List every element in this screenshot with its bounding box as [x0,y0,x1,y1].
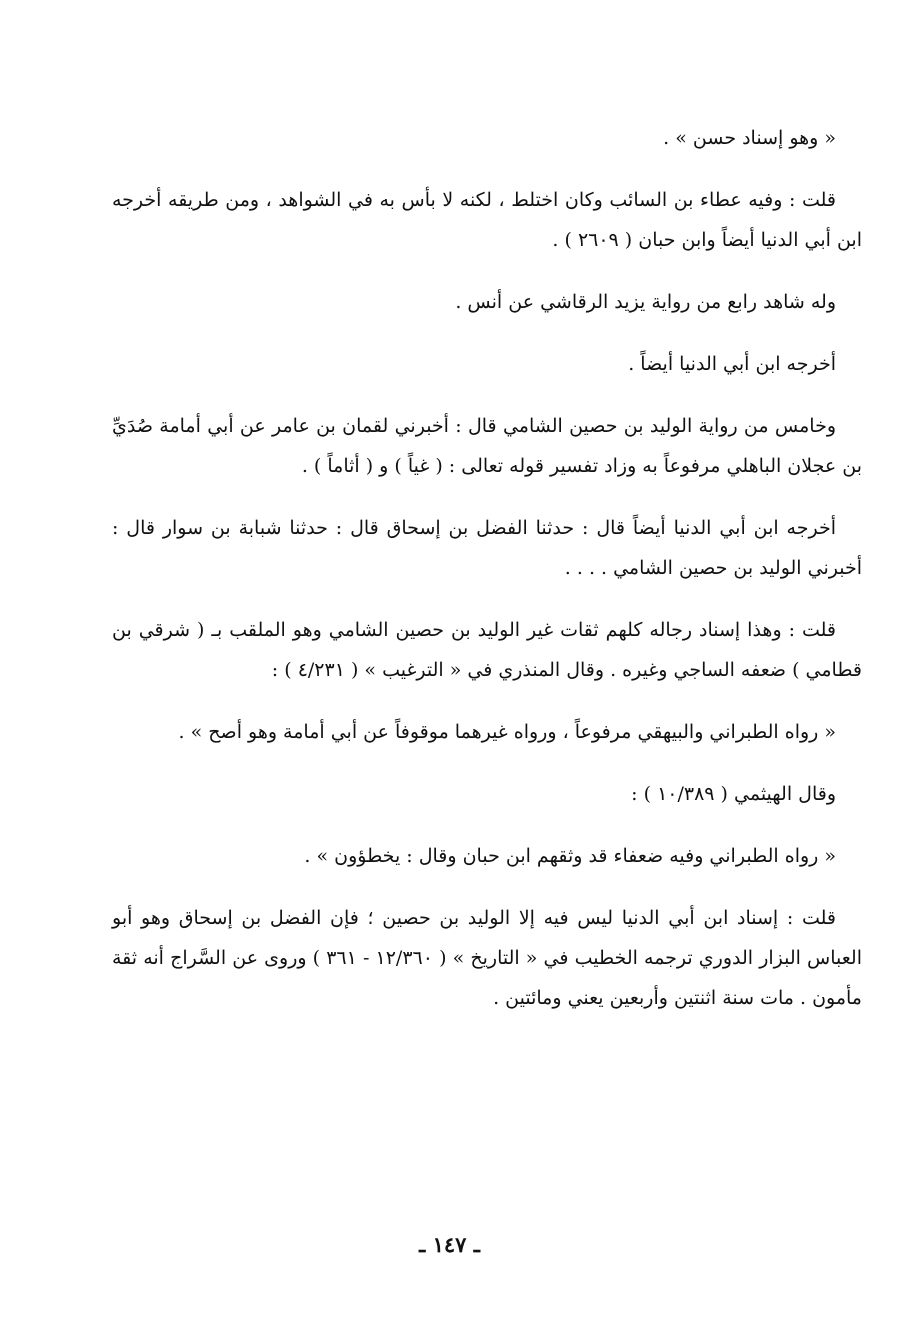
paragraph-quote-hasan: « وهو إسناد حسن » . [663,127,836,149]
paragraph-tabarani-quote: « رواه الطبراني والبيهقي مرفوعاً ، ورواه غيرهما موقوفاً عن أبي أمامة وهو أصح » . [178,721,836,743]
paragraph-isnad-critique: قلت : وهذا إسناد رجاله كلهم ثقات غير الوليد بن حصين الشامي وهو الملقب بـ ( شرقي بن قطامي ) ضعفه الساجي وغيره . وقال المنذري في « الترغيب » ( ٤/٢٣١ ) : [112,619,862,681]
paragraph-fifth-witness: وخامس من رواية الوليد بن حصين الشامي قال : أخبرني لقمان بن عامر عن أبي أمامة صُدَيِّ بن عجلان الباهلي مرفوعاً به وزاد تفسير قوله تعالى : ( غياً ) و ( أثاماً ) . [112,415,862,477]
paragraph-isnad-chain: أخرجه ابن أبي الدنيا أيضاً قال : حدثنا الفضل بن إسحاق قال : حدثنا شبابة بن سوار قال : أخبرني الوليد بن حصين الشامي . . . . [112,517,862,579]
paragraph-haythami-quote: « رواه الطبراني وفيه ضعفاء قد وثقهم ابن حبان وقال : يخطؤون » . [304,845,836,867]
paragraph-fourth-witness: وله شاهد رابع من رواية يزيد الرقاشي عن أنس . [455,291,836,313]
page-number: ـ ١٤٧ ـ [419,1232,480,1257]
paragraph-haythami: وقال الهيثمي ( ١٠/٣٨٩ ) : [631,783,836,805]
paragraph-fadl-ibn-ishaq: قلت : إسناد ابن أبي الدنيا ليس فيه إلا الوليد بن حصين ؛ فإن الفضل بن إسحاق وهو أبو العباس البزار الدوري ترجمه الخطيب في « التاريخ » ( ١٢/٣٦٠ - ٣٦١ ) وروى عن السَّراج أنه ثقة مأمون . مات سنة اثنتين وأربعين يعني ومائتين . [112,907,863,1009]
paragraph-ata-ibn-saib: قلت : وفيه عطاء بن السائب وكان اختلط ، لكنه لا بأس به في الشواهد ، ومن طريقه أخرجه ابن أبي الدنيا أيضاً وابن حبان ( ٢٦٠٩ ) . [112,189,862,251]
paragraph-ibn-abi-dunya: أخرجه ابن أبي الدنيا أيضاً . [628,353,836,375]
body-text [112,118,862,1040]
